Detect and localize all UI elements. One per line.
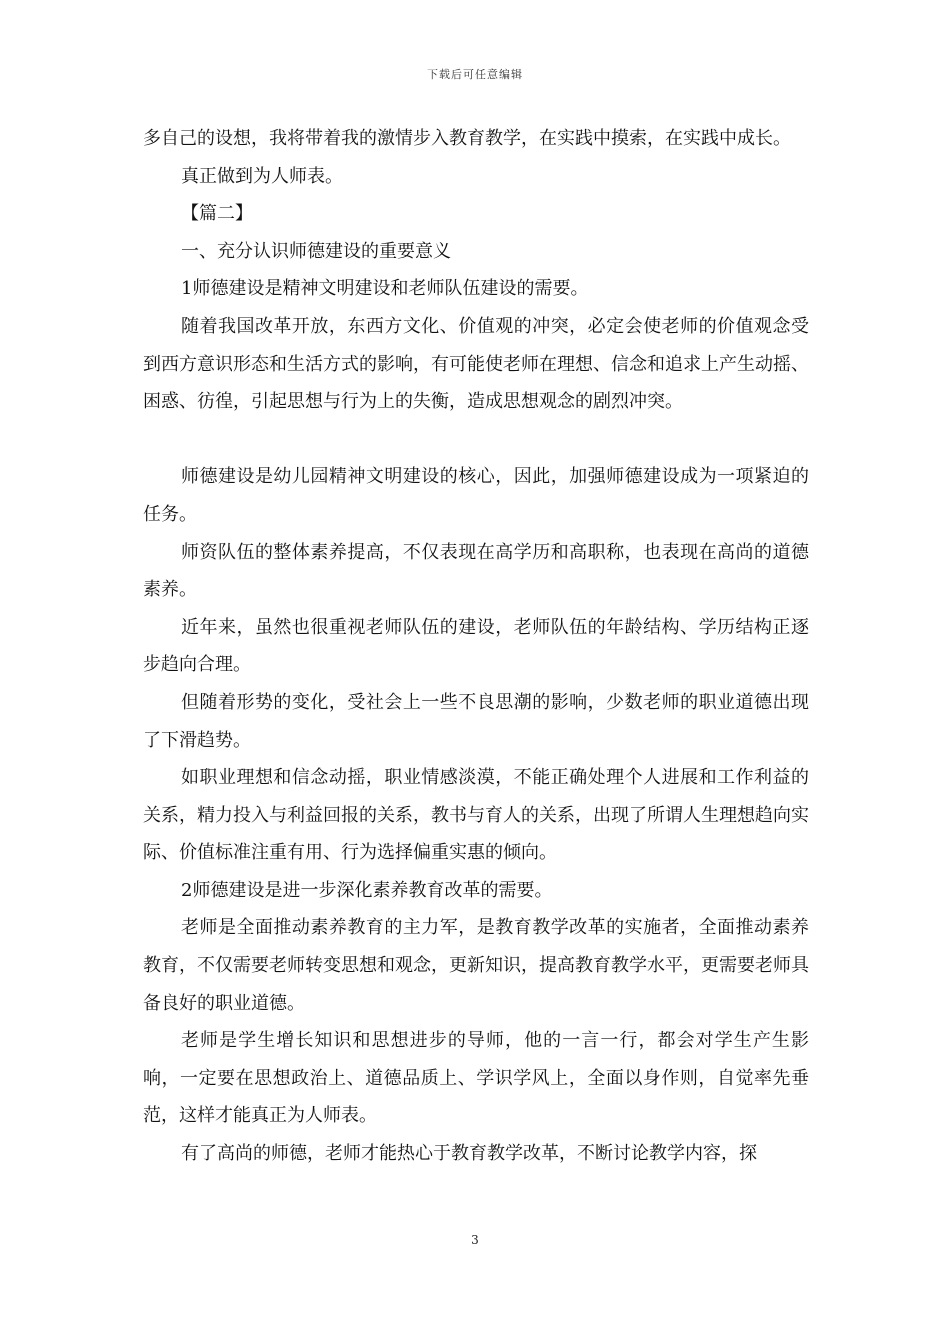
paragraph: 有了高尚的师德，老师才能热心于教育教学改革，不断讨论教学内容，探 xyxy=(181,1143,757,1165)
paragraph: 老师是学生增长知识和思想进步的导师，他的一言一行，都会对学生产生影响，一定要在思想政治上、道德品质上、学识学风上，全面以身作则，自觉率先垂范，这样才能真正为人师表。 xyxy=(143,1030,809,1127)
paragraph: 真正做到为人师表。 xyxy=(181,165,343,187)
document-body xyxy=(143,120,809,1173)
heading-1: 一、充分认识师德建设的重要意义 xyxy=(181,240,451,262)
paragraph: 近年来，虽然也很重视老师队伍的建设，老师队伍的年龄结构、学历结构正逐步趋向合理。 xyxy=(143,616,809,676)
paragraph: 但随着形势的变化，受社会上一些不良思潮的影响，少数老师的职业道德出现了下滑趋势。 xyxy=(143,691,809,751)
page-header: 下载后可任意编辑 xyxy=(427,68,523,81)
paragraph-continuation: 多自己的设想，我将带着我的激情步入教育教学，在实践中摸索，在实践中成长。 xyxy=(143,128,791,149)
page-number: 3 xyxy=(471,1233,479,1247)
paragraph: 如职业理想和信念动摇，职业情感淡漠，不能正确处理个人进展和工作利益的关系，精力投入与利益回报的关系，教书与育人的关系，出现了所谓人生理想趋向实际、价值标准注重有用、行为选择偏重实惠的倾向。 xyxy=(143,767,809,864)
blank-line xyxy=(143,421,809,459)
paragraph: 师资队伍的整体素养提高，不仅表现在高学历和高职称，也表现在高尚的道德素养。 xyxy=(143,541,809,601)
paragraph: 老师是全面推动素养教育的主力军，是教育教学改革的实施者，全面推动素养教育，不仅需要老师转变思想和观念，更新知识，提高教育教学水平，更需要老师具备良好的职业道德。 xyxy=(143,917,809,1014)
subheading-1: 1师德建设是精神文明建设和老师队伍建设的需要。 xyxy=(181,278,589,300)
section-title: 【篇二】 xyxy=(181,203,253,225)
paragraph: 师德建设是幼儿园精神文明建设的核心，因此，加强师德建设成为一项紧迫的任务。 xyxy=(143,466,809,525)
paragraph: 随着我国改革开放，东西方文化、价值观的冲突，必定会使老师的价值观念受到西方意识形态和生活方式的影响，有可能使老师在理想、信念和追求上产生动摇、困惑、彷徨，引起思想与行为上的失衡，造成思想观念的剧烈冲突。 xyxy=(143,315,809,413)
subheading-2: 2师德建设是进一步深化素养教育改革的需要。 xyxy=(181,879,553,901)
